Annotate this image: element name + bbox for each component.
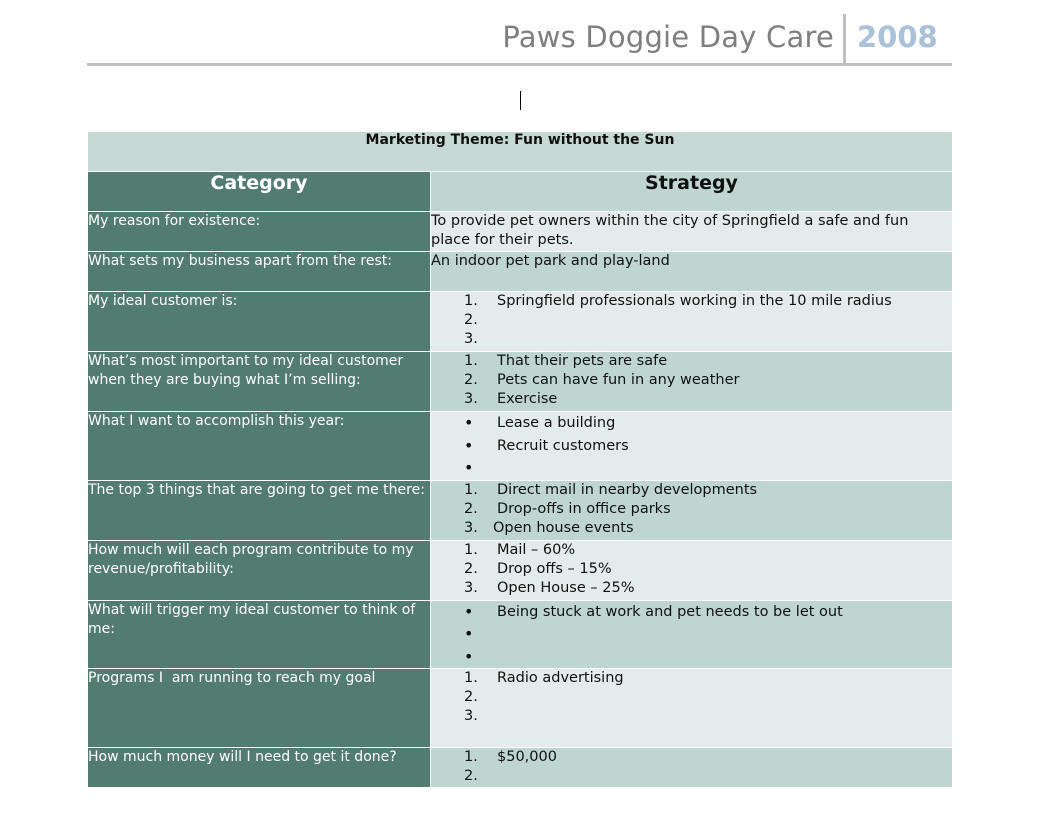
list-item [431, 311, 952, 330]
text-cursor [520, 91, 521, 110]
bullet-marker: • [464, 601, 474, 621]
table-row [88, 212, 953, 252]
list-item [431, 457, 952, 480]
category-cell[interactable]: How much will each program contribute to my revenue/profitability: [88, 540, 431, 600]
list-item [431, 330, 952, 349]
list-item [431, 435, 952, 458]
list-item [431, 707, 952, 726]
list-item [431, 412, 952, 435]
list-item [431, 579, 952, 598]
strategy-cell[interactable] [431, 292, 953, 352]
theme-row [88, 132, 953, 172]
list-item [431, 560, 952, 579]
bullet-marker: • [464, 624, 474, 643]
list-item-text: Being stuck at work and pet needs to be let out [497, 603, 843, 620]
strategy-cell[interactable] [431, 540, 953, 600]
list-marker: 3. [464, 331, 478, 347]
list-item [431, 767, 952, 786]
list-item [431, 352, 952, 371]
strategy-cell[interactable] [431, 480, 953, 540]
list-marker: 3. [464, 391, 478, 407]
list-item [431, 688, 952, 707]
list-item [431, 481, 952, 500]
list-marker: 1. [464, 541, 478, 558]
list-marker: 1. [464, 293, 478, 309]
document-title: Paws Doggie Day Care [502, 20, 834, 54]
document-header [87, 14, 952, 68]
category-cell[interactable]: What I want to accomplish this year: [88, 412, 431, 481]
list-item-text: That their pets are safe [497, 353, 668, 369]
category-cell[interactable]: My reason for existence: [88, 212, 431, 252]
list-item-text: Mail – 60% [497, 541, 576, 558]
strategy-cell[interactable] [431, 412, 953, 481]
list-marker: 2. [464, 768, 478, 784]
list-item-text: Drop-offs in office parks [497, 500, 671, 517]
list-item-text: Recruit customers [497, 437, 629, 454]
list-item [431, 500, 952, 519]
list-item [431, 292, 952, 311]
strategy-cell[interactable] [431, 669, 953, 748]
document-year: 2008 [857, 20, 938, 54]
list-marker: 1. [464, 353, 478, 369]
list-marker: 2. [464, 372, 478, 388]
list-item [431, 646, 952, 669]
list-item [431, 623, 952, 646]
table-row [88, 412, 953, 481]
header-divider [843, 14, 846, 63]
list-item-text: Springfield professionals working in the 10 mile radius [497, 293, 892, 309]
list-marker: 1. [464, 749, 478, 765]
strategy-cell[interactable]: An indoor pet park and play-land [431, 252, 953, 292]
column-header-row [88, 172, 953, 212]
table-row [88, 352, 953, 412]
table-row [88, 669, 953, 748]
table-row [88, 480, 953, 540]
list-item-text: Open house events [493, 519, 634, 536]
strategy-cell[interactable]: To provide pet owners within the city of Springfield a safe and fun place for their pets. [431, 212, 953, 252]
category-cell[interactable]: Programs I am running to reach my goal [88, 669, 431, 748]
list-marker: 2. [464, 560, 478, 577]
list-item-text: Direct mail in nearby developments [497, 481, 758, 498]
list-item-text: $50,000 [497, 749, 557, 765]
list-item-text: Open House – 25% [497, 579, 635, 596]
list-item-text: Lease a building [497, 415, 616, 431]
marketing-plan-table [87, 131, 953, 788]
table-row [88, 292, 953, 352]
strategy-cell[interactable] [431, 352, 953, 412]
table-row [88, 600, 953, 669]
bullet-marker: • [464, 646, 474, 666]
table-row [88, 748, 953, 788]
list-item-text: Drop offs – 15% [497, 560, 612, 577]
table-row [88, 252, 953, 292]
header-rule [87, 63, 952, 66]
list-item [431, 601, 952, 624]
list-marker: 3. [464, 519, 478, 536]
list-item [431, 748, 952, 767]
list-item [431, 669, 952, 688]
category-cell[interactable]: What will trigger my ideal customer to think of me: [88, 600, 431, 669]
bullet-marker: • [464, 435, 474, 455]
list-item [431, 519, 952, 538]
list-marker: 2. [464, 689, 478, 705]
category-header: Category [88, 172, 431, 212]
list-item-text: Radio advertising [497, 670, 624, 686]
list-item [431, 390, 952, 409]
list-marker: 1. [464, 481, 478, 498]
list-marker: 2. [464, 500, 478, 517]
list-item-text: Pets can have fun in any weather [497, 372, 740, 388]
list-item [431, 541, 952, 560]
list-item [431, 371, 952, 390]
category-cell[interactable]: The top 3 things that are going to get me there: [88, 480, 431, 540]
category-cell[interactable]: How much money will I need to get it done? [88, 748, 431, 788]
strategy-header: Strategy [431, 172, 953, 212]
category-cell[interactable]: What’s most important to my ideal customer when they are buying what I’m selling: [88, 352, 431, 412]
list-item-text: Exercise [497, 391, 558, 407]
list-marker: 2. [464, 312, 478, 328]
list-marker: 1. [464, 670, 478, 686]
strategy-cell[interactable] [431, 748, 953, 788]
list-marker: 3. [464, 708, 478, 724]
marketing-theme: Marketing Theme: Fun without the Sun [88, 132, 953, 172]
category-cell[interactable]: What sets my business apart from the rest: [88, 252, 431, 292]
category-cell[interactable]: My ideal customer is: [88, 292, 431, 352]
bullet-marker: • [464, 413, 474, 432]
list-marker: 3. [464, 579, 478, 596]
table-row [88, 540, 953, 600]
bullet-marker: • [464, 458, 474, 477]
strategy-cell[interactable] [431, 600, 953, 669]
